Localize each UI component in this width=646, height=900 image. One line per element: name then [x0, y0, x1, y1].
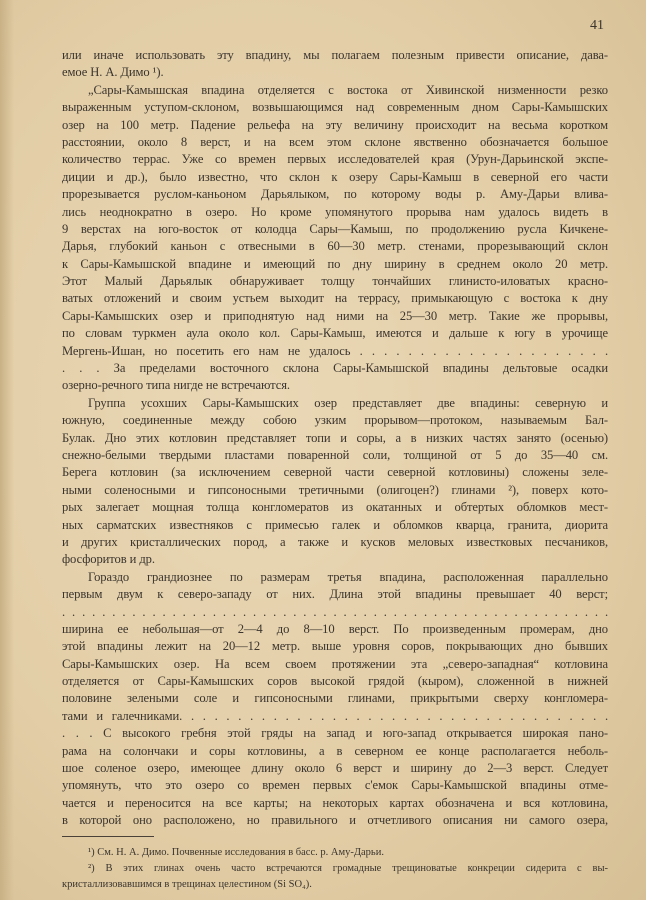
- text-line: „Сары-Камышская впадина отделяется с востока от Хивинской низменности резко: [88, 82, 608, 97]
- text-line: емое Н. А. Димо ¹).: [62, 65, 164, 80]
- text-line: Дарья, глубокий каньон с отвесными в 60—30 метр. стенами, прорезывающий склон: [62, 239, 608, 254]
- text-line: озер на 100 метр. Падение рельефа на эту величину происходит на весьма коротком: [62, 117, 608, 132]
- text-line: к Сары-Камышской впадине и имеющий по дну ширину в среднем около 20 метр.: [62, 256, 608, 271]
- footnote-separator: [62, 836, 154, 837]
- text-line: первым двум к северо-западу от них. Длина этой впадины превышает 40 верст;: [62, 587, 608, 602]
- text-line: тами и галечниками. . . . . . . . . . . . . . . . . . . . . . . . . . . . . . . . . . . . .: [62, 708, 608, 723]
- footnote-2-continued: кристаллизовавшимся в трещинах целестином (Si SO₄).: [62, 879, 312, 890]
- text-line: . . . За пределами восточного склона Сары-Камышской впадины дельтовые осадки: [62, 361, 608, 376]
- text-line: расстоянии, около 8 верст, и на всем этом склоне явственно обозначается большое: [62, 134, 608, 149]
- text-line: лись неоднократно в озеро. Но кроме упомянутого прорыва нам удалось видеть в: [62, 204, 608, 219]
- text-line: или иначе использовать эту впадину, мы полагаем полезным привести описание, дава-: [62, 48, 608, 62]
- body-text: [62, 47, 608, 830]
- text-line: по словам туркмен аула около кол. Сары-Камыш, имеются и дальше к югу в урочище: [62, 326, 608, 341]
- page-number: 41: [590, 18, 604, 33]
- text-line: диции и др.), было известно, что склон к озеру Сары-Камыш в северной его части: [62, 169, 608, 184]
- text-line: фосфоритов и др.: [62, 552, 155, 567]
- text-line: выраженным уступом-склоном, возвышающимся над современным дном Сары-Камышских: [62, 100, 608, 115]
- footnote-2: ²) В этих глинах очень часто встречаются громадные трещиноватые конкреции сидерита с вы-: [88, 863, 608, 874]
- text-line: отделяется от Сары-Камышских соров высокой грядой (кыром), сложенной в нижней: [62, 674, 608, 689]
- text-line: Гораздо грандиознее по размерам третья впадина, расположенная параллельно: [88, 569, 608, 584]
- text-line: снежно-белыми твердыми пластами поваренной соли, толщиной от 5 до 35—40 см.: [62, 447, 608, 462]
- text-line: Булак. Дно этих котловин представляет топи и соры, а в низких частях занято (осенью): [62, 430, 608, 445]
- text-line: южную, соединенные между собою узким прорывом—протоком, называемым Бал-: [62, 413, 608, 428]
- text-line: рама на солончаки и соры котловины, а в северном ее конце располагается неболь-: [62, 743, 608, 758]
- footnote-1: ¹) См. Н. А. Димо. Почвенные исследования в басс. р. Аму-Дарьи.: [88, 847, 384, 858]
- text-line: Сары-Камышских озер. На всем своем протяжении эта „северо-западная“ котловина: [62, 656, 608, 671]
- text-line: шое соленое озеро, имеющее длину около 6 верст и ширину до 2—3 верст. Следует: [62, 761, 608, 776]
- text-line: половине зелеными соле и гипсоносными глинами, прикрытыми сверху конгломера-: [62, 691, 608, 706]
- text-line: этой впадины лежит на 20—12 метр. выше уровня соров, покрывающих дно бывших: [62, 639, 608, 654]
- text-line: прорезывается руслом-каньоном Дарьялыком, по которому воды р. Аму-Дарьи влива-: [62, 187, 608, 202]
- text-line: . . . . . . . . . . . . . . . . . . . . . . . . . . . . . . . . . . . . . . . . . . . . . . . . . . . . . . .: [62, 604, 608, 619]
- text-line: ватых отложений и своим устьем выходит на террасу, примыкающую с востока к дну: [62, 291, 608, 306]
- text-line: в которой оно расположено, но правильного и отчетливого описания ни самого озера,: [62, 813, 608, 828]
- text-line: Сары-Камышских озер и приподнятую над ними на 25—30 метр. Такие же прорывы,: [62, 308, 608, 323]
- text-line: 9 верстах на юго-восток от колодца Сары—Камыш, по продолжению русла Кичкене-: [62, 221, 608, 236]
- text-line: . . . С высокого гребня этой гряды на запад и юго-запад открывается широкая пано-: [62, 726, 608, 741]
- text-line: ширина ее небольшая—от 2—4 до 8—10 верст. По произведенным промерам, дно: [62, 621, 608, 636]
- text-line: Группа усохших Сары-Камышских озер представляет две впадины: северную и: [88, 395, 608, 410]
- text-line: чается и переносится на все карты; на некоторых картах обозначена и вся котловина,: [62, 795, 608, 810]
- text-line: озерно-речного типа нигде не встречаются.: [62, 378, 290, 393]
- text-line: ными соленосными и гипсоносными третичными (олигоцен?) глинами ²), поверх кото-: [62, 482, 608, 497]
- text-line: и других кристаллических пород, а также и кусков меловых известковых песчаников,: [62, 534, 608, 549]
- text-line: Берега котловин (за исключением северной части северной котловины) сложены зеле-: [62, 465, 608, 480]
- text-line: рых залегает мощная толща конгломератов из окатанных и обтертых обломков мест-: [62, 500, 608, 515]
- text-line: ных сарматских известняков с примесью галек и обломков кварца, гранита, диорита: [62, 517, 608, 532]
- text-line: упомянуть, что это озеро со времен первых с'емок Сары-Камышской впадины отме-: [62, 778, 608, 793]
- text-line: количество террас. Уже со времен первых исследователей края (Урун-Дарьинской экспе-: [62, 152, 608, 167]
- page-gutter-shadow: [0, 0, 14, 900]
- text-line: Этот Малый Дарьялык обнаруживает толщу тончайших глинисто-иловатых красно-: [62, 274, 608, 289]
- text-line: Мергень-Ишан, но посетить его нам не удалось . . . . . . . . . . . . . . . . . . . . .: [62, 343, 608, 358]
